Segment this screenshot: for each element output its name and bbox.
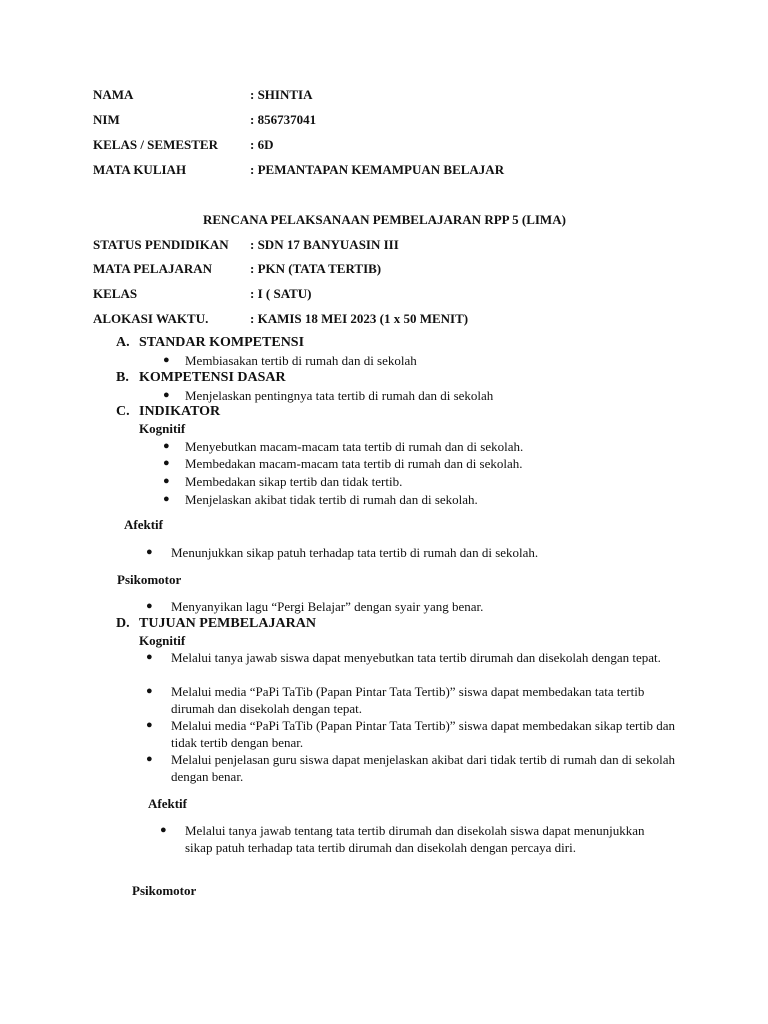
section-title: TUJUAN PEMBELAJARAN [139,616,316,631]
bullet-icon: ● [160,824,167,836]
subheading-kognitif: Kognitif [139,421,186,436]
list-item: Melalui media “PaPi TaTib (Papan Pintar Tata Tertib)” siswa dapat membedakan sikap tertib dan tidak tertib dengan benar. [171,718,676,750]
info-value: : PKN (TATA TERTIB) [250,261,382,276]
section-letter: A. [116,335,130,350]
info-value: : I ( SATU) [250,286,312,301]
list-item: Melalui media “PaPi TaTib (Papan Pintar Tata Tertib)” siswa dapat membedakan tata tertib dirumah dan disekolah dengan tepat. [171,684,645,716]
subheading-psikomotor: Psikomotor [117,572,182,587]
section-letter: B. [116,370,129,385]
bullet-icon: ● [146,651,153,663]
section-title: STANDAR KOMPETENSI [139,335,305,350]
bullet-icon: ● [146,600,153,612]
bullet-icon: ● [163,457,170,469]
list-item: Menunjukkan sikap patuh terhadap tata tertib di rumah dan di sekolah. [171,545,539,560]
identity-value: : SHINTIA [250,87,313,102]
bullet-icon: ● [163,389,170,401]
section-title: INDIKATOR [139,404,221,419]
document-title: RENCANA PELAKSANAAN PEMBELAJARAN RPP 5 (LIMA) [203,212,566,227]
list-item: Melalui tanya jawab siswa dapat menyebutkan tata tertib dirumah dan disekolah dengan tepat. [171,650,661,665]
subheading-afektif: Afektif [124,517,163,532]
info-label: STATUS PENDIDIKAN [93,237,229,252]
identity-value: : PEMANTAPAN KEMAMPUAN BELAJAR [250,162,505,177]
identity-label: KELAS / SEMESTER [93,137,218,152]
list-item: Membedakan sikap tertib dan tidak tertib. [185,474,403,489]
identity-label: NIM [93,112,120,127]
bullet-icon: ● [146,685,153,697]
bullet-icon: ● [146,753,153,765]
identity-value: : 856737041 [250,112,317,127]
identity-label: NAMA [93,87,134,102]
list-item: Melalui penjelasan guru siswa dapat menjelaskan akibat dari tidak tertib di rumah dan di sekolah dengan benar. [171,752,675,784]
list-item: Menjelaskan akibat tidak tertib di rumah dan di sekolah. [185,492,478,507]
list-item: Menjelaskan pentingnya tata tertib di rumah dan di sekolah [185,388,494,403]
list-item: Membedakan macam-macam tata tertib di rumah dan di sekolah. [185,456,523,471]
info-value: : KAMIS 18 MEI 2023 (1 x 50 MENIT) [250,311,469,326]
info-label: ALOKASI WAKTU. [93,311,209,326]
bullet-icon: ● [163,440,170,452]
subheading-kognitif: Kognitif [139,633,186,648]
list-item: Membiasakan tertib di rumah dan di sekolah [185,353,417,368]
bullet-icon: ● [146,719,153,731]
section-letter: D. [116,616,130,631]
list-item: Menyebutkan macam-macam tata tertib di rumah dan di sekolah. [185,439,524,454]
info-value: : SDN 17 BANYUASIN III [250,237,399,252]
bullet-icon: ● [163,493,170,505]
bullet-icon: ● [146,546,153,558]
info-label: MATA PELAJARAN [93,261,213,276]
section-title: KOMPETENSI DASAR [139,370,286,385]
list-item: Melalui tanya jawab tentang tata tertib dirumah dan disekolah siswa dapat menunjukkan sikap patuh terhadap tata tertib dirumah dan disekolah dengan percaya diri. [185,823,645,855]
subheading-psikomotor: Psikomotor [132,883,197,898]
subheading-afektif: Afektif [148,796,187,811]
bullet-icon: ● [163,354,170,366]
identity-label: MATA KULIAH [93,162,187,177]
info-label: KELAS [93,286,138,301]
identity-value: : 6D [250,137,274,152]
bullet-icon: ● [163,475,170,487]
list-item: Menyanyikan lagu “Pergi Belajar” dengan syair yang benar. [171,599,484,614]
section-letter: C. [116,404,130,419]
